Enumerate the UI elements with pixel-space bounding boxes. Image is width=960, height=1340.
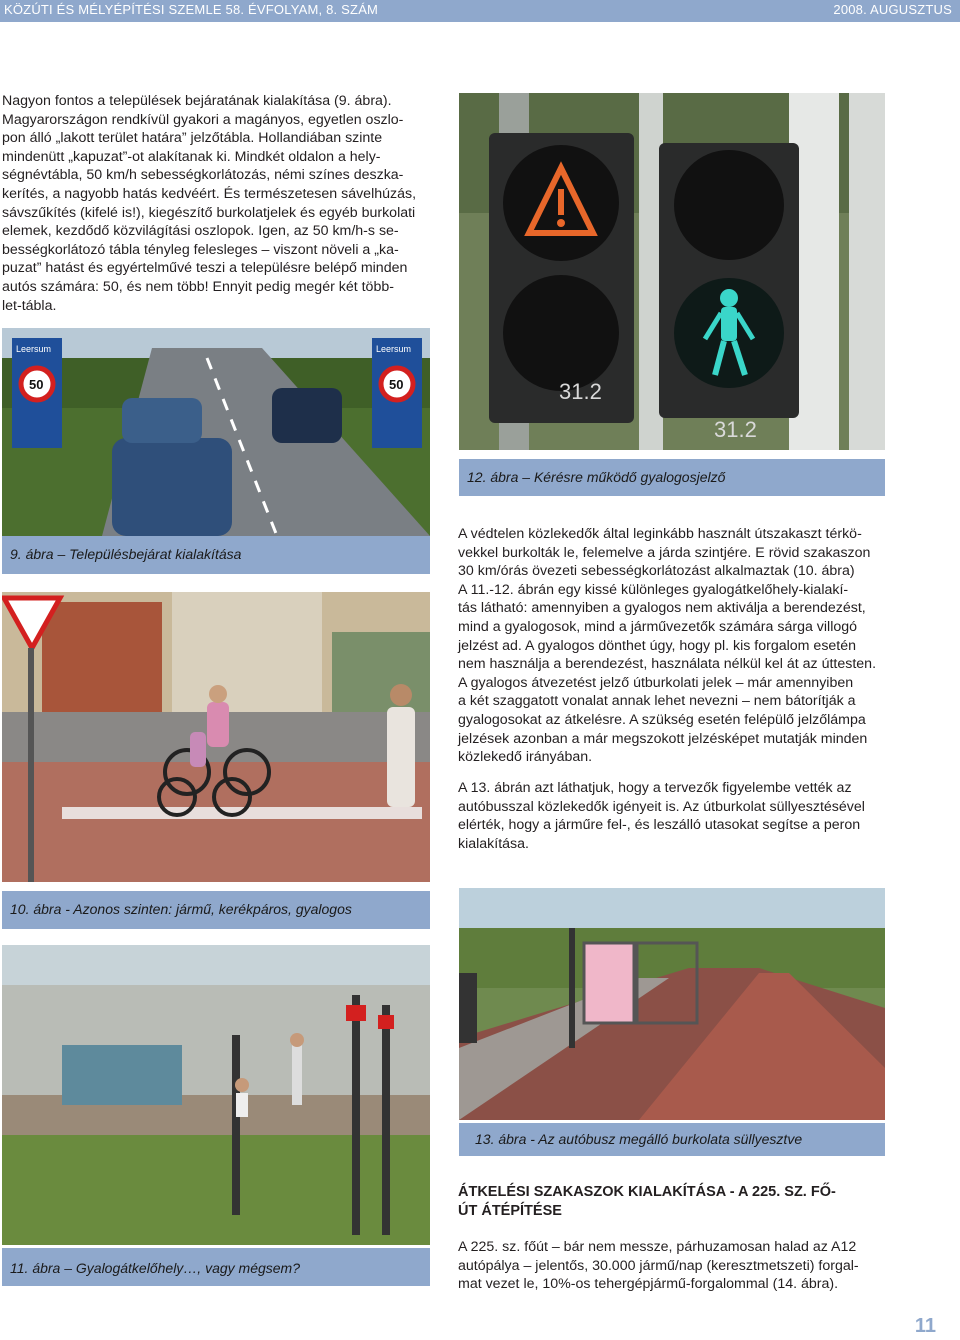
signal-code-right: 31.2 [714,417,757,442]
text-line: mindenütt „kapuzat”-ot alakítanak ki. Mindkét oldalon a hely- [2,148,381,165]
figure-12-caption: 12. ábra – Kérésre működő gyalogosjelző [459,459,885,496]
text-line: mind a gyalogosok, mind a járművezetők számára sárga villogó [458,618,858,635]
text-line: puzat” hatást és egyértelművé teszi a településre belépő minden [2,260,408,277]
figure-9-caption: 9. ábra – Településbejárat kialakítása [2,536,430,574]
text-line: A 225. sz. főút – bár nem messze, párhuzamosan halad az A12 [458,1239,857,1255]
text-line: autóbusszal közlekedők igényeit is. Az útburkolat süllyesztésével [458,798,865,815]
body-paragraph-3 [458,1238,886,1294]
text-line: Magyarországon rendkívül gyakori a magányos, egyetlen oszlo- [2,111,404,128]
figure-11-caption: 11. ábra – Gyalogátkelőhely…, vagy mégsem? [2,1248,430,1286]
text-line: jelzések azonban a már megszokott jelzésképet mutatják minden [458,730,868,747]
speed-sign-right: 50 [389,377,404,392]
running-header [0,0,960,22]
text-line: A gyalogos átvezetést jelző útburkolati jelek – már amennyiben [458,674,854,691]
text-line: vekkel burkolták le, felemelve a járda szintjére. E rövid szakaszon [458,544,871,561]
body-paragraph-2 [458,779,886,853]
figure-10-caption: 10. ábra - Azonos szinten: jármű, kerékpáros, gyalogos [2,891,430,929]
page-number: 11 [914,1315,936,1337]
text-line: közlekedő irányában. [458,749,593,766]
text-line: gyalogosokat az átkelésre. A szükség esetén felépülő jelzőlámpa [458,711,866,728]
section-heading: ÁTKELÉSI SZAKASZOK KIALAKÍTÁSA - A 225. SZ. FŐ- ÚT ÁTÉPÍTÉSE [458,1184,836,1219]
intro-paragraph [2,92,430,315]
figure-12-photo [459,93,885,450]
text-line: bességkorlátozó tábla tényleg felesleges – viszont növeli a „ka- [2,241,399,258]
text-line: elemek, kezdődő közvilágítási oszlopok. Igen, az 50 km/h-s se- [2,223,399,240]
text-line: Nagyon fontos a települések bejáratának kialakítása (9. ábra). [2,93,392,109]
body-paragraph-1 [458,525,886,767]
text-line: autós számára: 50, és nem több! Ennyit pedig megér két több- [2,278,394,295]
text-line: kialakítása. [458,835,529,852]
text-line: sávszűkítés (kifelé is!), kiegészítő burkolatjelek és egyéb burkolati [2,204,416,221]
figure-11-photo [2,945,430,1245]
text-line: A 11.-12. ábrán egy kissé különleges gyalogátkelőhely-kialakí- [458,581,849,598]
text-line: autópálya – jelentős, 30.000 jármű/nap (keresztmetszeti) forgal- [458,1257,859,1274]
text-line: ségnévtábla, 50 km/h sebességkorlátozás, némi színes deszka- [2,167,404,184]
journal-title: KÖZÚTI ÉS MÉLYÉPÍTÉSI SZEMLE 58. ÉVFOLYAM, 8. SZÁM [4,2,379,17]
town-sign-right: Leersum [376,344,412,354]
figure-9-photo [2,328,430,536]
text-line: let-tábla. [2,297,57,314]
text-line: mat vezet le, 10%-os tehergépjármű-forgalommal (14. ábra). [458,1276,839,1293]
text-line: A védtelen közlekedők által leginkább használt útszakaszt térkö- [458,526,862,542]
text-line: kerítés, a nagyobb hatás kedvéért. És természetesen sávelhúzás, [2,185,417,202]
figure-13-photo [459,888,885,1120]
text-line: 30 km/órás övezeti sebességkorlátozást alkalmaztak (10. ábra) [458,563,855,580]
text-line: a két szaggatott vonalat annak lehet nevezni – nem bátorítják a [458,693,856,710]
figure-10-photo [2,592,430,882]
figure-13-caption: 13. ábra - Az autóbusz megálló burkolata süllyesztve [459,1123,885,1156]
signal-code-left: 31.2 [559,379,602,404]
text-line: A 13. ábrán azt láthatjuk, hogy a tervezők figyelembe vették az [458,780,852,796]
text-line: pon álló „lakott terület határa” jelzőtábla. Hollandiában szinte [2,130,383,147]
text-line: jelzést ad. A gyalogos dönthet úgy, hogy pl. kis forgalom esetén [458,637,857,654]
town-sign-left: Leersum [16,344,52,354]
speed-sign-left: 50 [29,377,44,392]
text-line: nem használja a berendezést, használata nélkül kel át az úttesten. [458,656,877,673]
text-line: tás látható: amennyiben a gyalogos nem aktiválja a berendezést, [458,600,866,617]
issue-date: 2008. AUGUSZTUS [833,2,952,17]
text-line: elérték, hogy a járműre fel-, és leszálló utasokat segítse a peron [458,817,861,834]
